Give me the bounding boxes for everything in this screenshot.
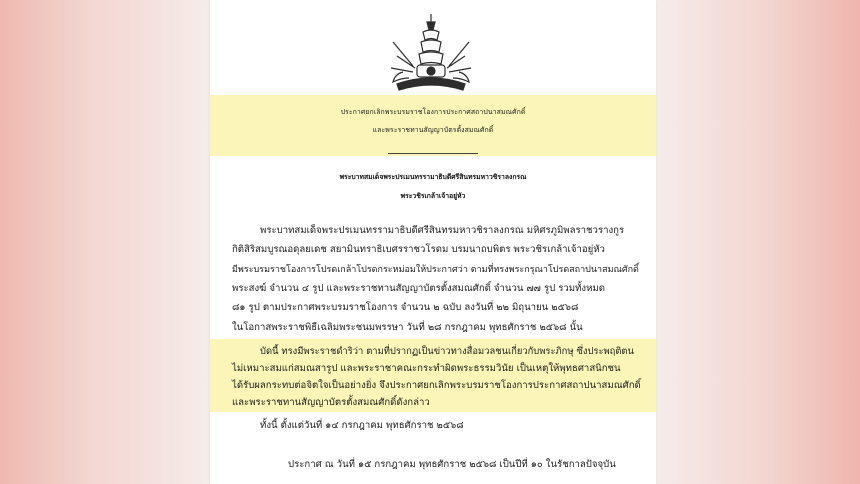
highlight-line-1: บัดนี้ ทรงมีพระราชดำริว่า ตามที่ปรากฏเป็นข่าวทางสื่อมวลชนเกี่ยวกับพระภิกษุ ซึ่งประพฤติตน [260, 346, 634, 357]
left-background [0, 0, 210, 484]
body-line-4: พระสงฆ์ จำนวน ๔ รูป และพระราชทานสัญญาบัตรตั้งสมณศักดิ์ จำนวน ๗๗ รูป รวมทั้งหมด [232, 283, 605, 294]
king-name-line-1: พระบาทสมเด็จพระปรเมนทรรามาธิบดีศรีสินทรมหาวชิราลงกรณ [339, 173, 527, 181]
proclamation-date-line: ประกาศ ณ วันที่ ๑๕ กรกฎาคม พุทธศักราช ๒๕๖๘ เป็นปีที่ ๑๐ ในรัชกาลปัจจุบัน [288, 459, 616, 470]
body-line-6: ในโอกาสพระราชพิธีเฉลิมพระชนมพรรษา วันที่ ๒๘ กรกฎาคม พุทธศักราช ๒๕๖๘ นั้น [232, 322, 583, 333]
title-underline [388, 153, 478, 154]
royal-crown-emblem-icon [383, 12, 479, 94]
effective-date-line: ทั้งนี้ ตั้งแต่วันที่ ๑๔ กรกฎาคม พุทธศักราช ๒๕๖๘ [260, 420, 464, 431]
title-line-1: ประกาศยกเลิกพระบรมราชโองการประกาศสถาปนาสมณศักดิ์ [340, 108, 526, 116]
highlight-line-2: ไม่เหมาะสมแก่สมณสารูป และพระราชาคณะกระทำผิดพระธรรมวินัย เป็นเหตุให้พุทธศาสนิกชน [232, 363, 621, 374]
body-line-3: มีพระบรมราชโองการโปรดเกล้าโปรดกระหม่อมให้ประกาศว่า ตามที่ทรงพระกรุณาโปรดสถาปนาสมณศักดิ์ [232, 265, 639, 275]
highlight-line-4: และพระราชทานสัญญาบัตรตั้งสมณศักดิ์ดังกล่าว [232, 397, 430, 408]
announcement-page [210, 0, 656, 484]
highlight-line-3: ได้รับผลกระทบต่อจิตใจเป็นอย่างยิ่ง จึงประกาศยกเลิกพระบรมราชโองการประกาศสถาปนาสมณศักดิ์ [232, 380, 641, 391]
body-line-1: พระบาทสมเด็จพระปรเมนทรรามาธิบดีศรีสินทรมหาวชิราลงกรณ มหิศรภูมิพลราชวรางกูร [260, 225, 625, 236]
king-name-line-2: พระวชิรเกล้าเจ้าอยู่หัว [400, 192, 466, 200]
right-background [655, 0, 860, 484]
body-line-2: กิติสิริสมบูรณอดุลยเดช สยามินทราธิเบศรราชวโรดม บรมนาถบพิตร พระวชิรเกล้าเจ้าอยู่หัว [232, 244, 605, 255]
title-line-2: และพระราชทานสัญญาบัตรตั้งสมณศักดิ์ [372, 126, 494, 134]
body-line-5: ๘๑ รูป ตามประกาศพระบรมราชโองการ จำนวน ๒ ฉบับ ลงวันที่ ๒๒ มิถุนายน ๒๕๖๘ [232, 302, 579, 313]
